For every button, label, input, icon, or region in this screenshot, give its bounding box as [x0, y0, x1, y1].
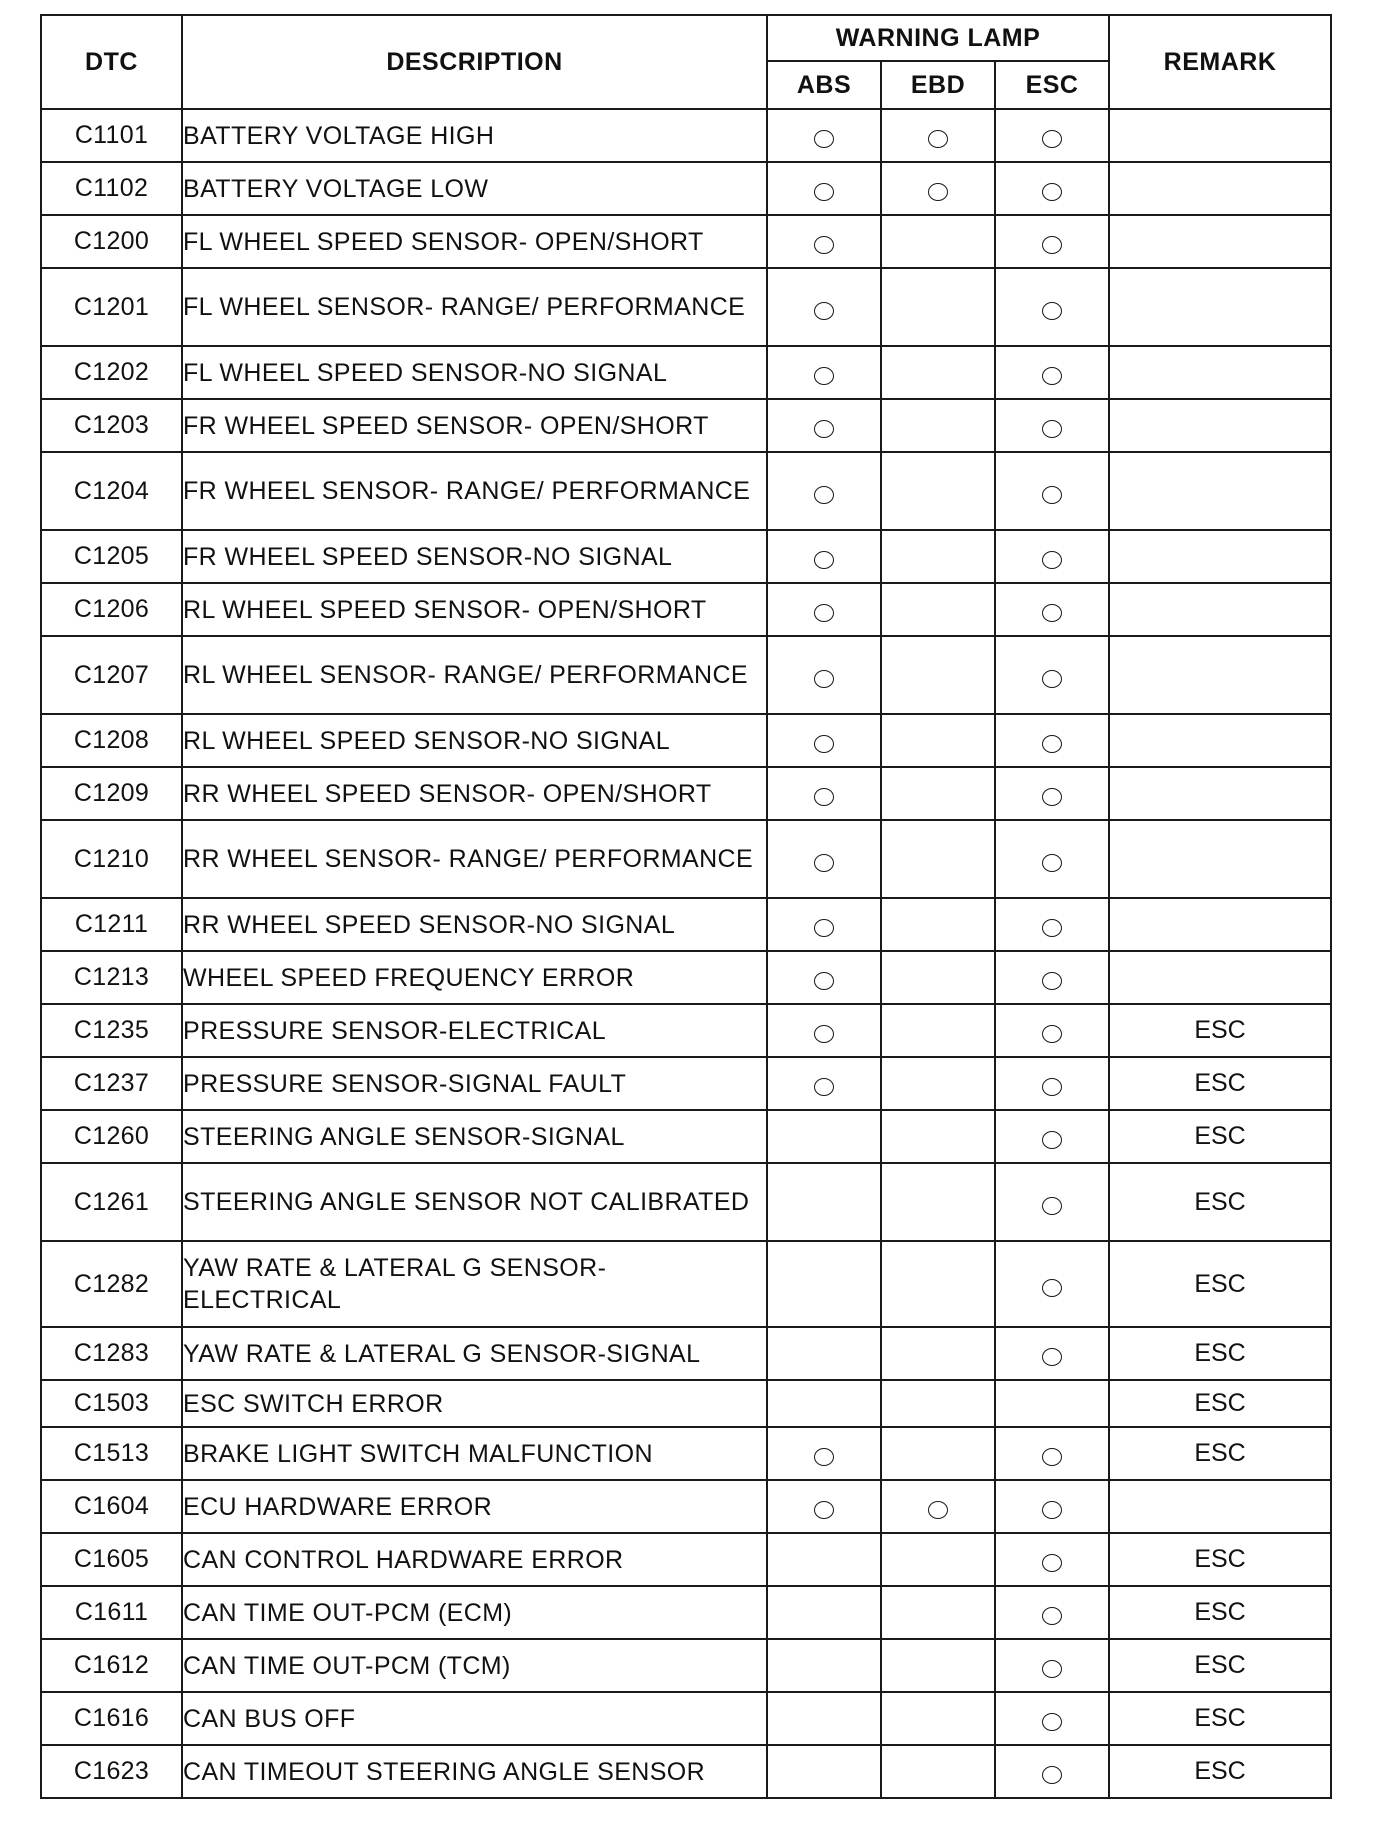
table-row: [41, 1110, 1331, 1163]
dtc-description: WHEEL SPEED FREQUENCY ERROR: [182, 951, 767, 1004]
remark-cell: [1109, 951, 1331, 1004]
dtc-code: C1205: [41, 530, 182, 583]
ebd-lamp-cell: [881, 1241, 995, 1327]
dtc-code: C1213: [41, 951, 182, 1004]
ebd-lamp-cell: [881, 1427, 995, 1480]
dtc-code: C1206: [41, 583, 182, 636]
remark-cell: ESC: [1109, 1110, 1331, 1163]
remark-cell: ESC: [1109, 1745, 1331, 1798]
table-row: [41, 452, 1331, 530]
abs-lamp-cell: [767, 346, 881, 399]
table-row: [41, 951, 1331, 1004]
esc-lamp-cell: [995, 636, 1109, 714]
ebd-lamp-cell: [881, 268, 995, 346]
abs-lamp-cell: [767, 1480, 881, 1533]
dtc-description: BATTERY VOLTAGE HIGH: [182, 109, 767, 162]
ebd-lamp-cell: [881, 1004, 995, 1057]
table-row: [41, 1480, 1331, 1533]
remark-cell: [1109, 162, 1331, 215]
table-row: [41, 109, 1331, 162]
header-abs: ABS: [767, 61, 881, 109]
remark-cell: ESC: [1109, 1241, 1331, 1327]
abs-lamp-cell: [767, 1427, 881, 1480]
table-row: [41, 1327, 1331, 1380]
ebd-lamp-cell: [881, 1480, 995, 1533]
dtc-description: CAN TIME OUT-PCM (TCM): [182, 1639, 767, 1692]
dtc-code: C1513: [41, 1427, 182, 1480]
table-row: [41, 1586, 1331, 1639]
dtc-description: RL WHEEL SENSOR- RANGE/ PERFORMANCE: [182, 636, 767, 714]
esc-lamp-cell: [995, 399, 1109, 452]
dtc-description: CAN TIMEOUT STEERING ANGLE SENSOR: [182, 1745, 767, 1798]
dtc-code: C1237: [41, 1057, 182, 1110]
lamp-on-icon: [1042, 1348, 1062, 1366]
ebd-lamp-cell: [881, 1639, 995, 1692]
ebd-lamp-cell: [881, 399, 995, 452]
lamp-on-icon: [814, 972, 834, 990]
remark-cell: [1109, 268, 1331, 346]
lamp-on-icon: [1042, 1607, 1062, 1625]
lamp-on-icon: [814, 604, 834, 622]
ebd-lamp-cell: [881, 583, 995, 636]
esc-lamp-cell: [995, 1639, 1109, 1692]
dtc-code: C1235: [41, 1004, 182, 1057]
remark-cell: ESC: [1109, 1380, 1331, 1427]
lamp-on-icon: [1042, 130, 1062, 148]
lamp-on-icon: [1042, 1279, 1062, 1297]
esc-lamp-cell: [995, 1110, 1109, 1163]
lamp-on-icon: [814, 367, 834, 385]
lamp-on-icon: [814, 420, 834, 438]
esc-lamp-cell: [995, 1004, 1109, 1057]
lamp-on-icon: [1042, 1131, 1062, 1149]
abs-lamp-cell: [767, 399, 881, 452]
table-row: [41, 898, 1331, 951]
dtc-description: FR WHEEL SENSOR- RANGE/ PERFORMANCE: [182, 452, 767, 530]
table-row: [41, 767, 1331, 820]
dtc-code: C1623: [41, 1745, 182, 1798]
remark-cell: [1109, 109, 1331, 162]
dtc-description: FR WHEEL SPEED SENSOR- OPEN/SHORT: [182, 399, 767, 452]
ebd-lamp-cell: [881, 1110, 995, 1163]
esc-lamp-cell: [995, 452, 1109, 530]
lamp-on-icon: [928, 183, 948, 201]
table-row: [41, 1427, 1331, 1480]
dtc-description: CAN TIME OUT-PCM (ECM): [182, 1586, 767, 1639]
abs-lamp-cell: [767, 268, 881, 346]
ebd-lamp-cell: [881, 1692, 995, 1745]
ebd-lamp-cell: [881, 898, 995, 951]
remark-cell: ESC: [1109, 1639, 1331, 1692]
lamp-on-icon: [814, 130, 834, 148]
dtc-description: RR WHEEL SENSOR- RANGE/ PERFORMANCE: [182, 820, 767, 898]
table-row: [41, 346, 1331, 399]
lamp-on-icon: [1042, 854, 1062, 872]
table-row: [41, 820, 1331, 898]
lamp-on-icon: [1042, 1448, 1062, 1466]
abs-lamp-cell: [767, 452, 881, 530]
esc-lamp-cell: [995, 767, 1109, 820]
abs-lamp-cell: [767, 636, 881, 714]
dtc-code: C1101: [41, 109, 182, 162]
dtc-code: C1612: [41, 1639, 182, 1692]
dtc-description: BRAKE LIGHT SWITCH MALFUNCTION: [182, 1427, 767, 1480]
remark-cell: [1109, 452, 1331, 530]
abs-lamp-cell: [767, 951, 881, 1004]
dtc-code: C1604: [41, 1480, 182, 1533]
dtc-description: FL WHEEL SENSOR- RANGE/ PERFORMANCE: [182, 268, 767, 346]
ebd-lamp-cell: [881, 109, 995, 162]
table-row: [41, 583, 1331, 636]
header-ebd: EBD: [881, 61, 995, 109]
table-row: [41, 215, 1331, 268]
dtc-code: C1200: [41, 215, 182, 268]
table-row: [41, 1163, 1331, 1241]
table-row: [41, 399, 1331, 452]
lamp-on-icon: [814, 670, 834, 688]
esc-lamp-cell: [995, 1241, 1109, 1327]
dtc-code: C1616: [41, 1692, 182, 1745]
abs-lamp-cell: [767, 1639, 881, 1692]
abs-lamp-cell: [767, 1327, 881, 1380]
dtc-description: YAW RATE & LATERAL G SENSOR-SIGNAL: [182, 1327, 767, 1380]
lamp-on-icon: [1042, 1766, 1062, 1784]
dtc-code: C1208: [41, 714, 182, 767]
lamp-on-icon: [1042, 1025, 1062, 1043]
ebd-lamp-cell: [881, 1745, 995, 1798]
lamp-on-icon: [814, 236, 834, 254]
table-row: [41, 636, 1331, 714]
lamp-on-icon: [1042, 1713, 1062, 1731]
abs-lamp-cell: [767, 820, 881, 898]
dtc-description: RL WHEEL SPEED SENSOR-NO SIGNAL: [182, 714, 767, 767]
table-row: [41, 1057, 1331, 1110]
dtc-description: FL WHEEL SPEED SENSOR-NO SIGNAL: [182, 346, 767, 399]
lamp-on-icon: [928, 130, 948, 148]
abs-lamp-cell: [767, 767, 881, 820]
dtc-code: C1611: [41, 1586, 182, 1639]
dtc-description: YAW RATE & LATERAL G SENSOR- ELECTRICAL: [182, 1241, 767, 1327]
table-row: [41, 1639, 1331, 1692]
dtc-description: CAN CONTROL HARDWARE ERROR: [182, 1533, 767, 1586]
dtc-description: RL WHEEL SPEED SENSOR- OPEN/SHORT: [182, 583, 767, 636]
esc-lamp-cell: [995, 583, 1109, 636]
remark-cell: [1109, 820, 1331, 898]
lamp-on-icon: [814, 735, 834, 753]
esc-lamp-cell: [995, 898, 1109, 951]
ebd-lamp-cell: [881, 1057, 995, 1110]
dtc-description: RR WHEEL SPEED SENSOR- OPEN/SHORT: [182, 767, 767, 820]
remark-cell: [1109, 215, 1331, 268]
lamp-on-icon: [814, 302, 834, 320]
ebd-lamp-cell: [881, 346, 995, 399]
header-esc: ESC: [995, 61, 1109, 109]
lamp-on-icon: [1042, 420, 1062, 438]
ebd-lamp-cell: [881, 636, 995, 714]
lamp-on-icon: [1042, 972, 1062, 990]
remark-cell: ESC: [1109, 1692, 1331, 1745]
table-row: [41, 268, 1331, 346]
lamp-on-icon: [1042, 919, 1062, 937]
ebd-lamp-cell: [881, 452, 995, 530]
dtc-code: C1202: [41, 346, 182, 399]
ebd-lamp-cell: [881, 162, 995, 215]
dtc-description: RR WHEEL SPEED SENSOR-NO SIGNAL: [182, 898, 767, 951]
lamp-on-icon: [1042, 183, 1062, 201]
remark-cell: [1109, 767, 1331, 820]
dtc-description: PRESSURE SENSOR-SIGNAL FAULT: [182, 1057, 767, 1110]
ebd-lamp-cell: [881, 714, 995, 767]
dtc-code: C1503: [41, 1380, 182, 1427]
esc-lamp-cell: [995, 1327, 1109, 1380]
dtc-code: C1261: [41, 1163, 182, 1241]
lamp-on-icon: [814, 551, 834, 569]
ebd-lamp-cell: [881, 215, 995, 268]
lamp-on-icon: [928, 1501, 948, 1519]
remark-cell: ESC: [1109, 1057, 1331, 1110]
esc-lamp-cell: [995, 109, 1109, 162]
lamp-on-icon: [814, 183, 834, 201]
lamp-on-icon: [1042, 367, 1062, 385]
ebd-lamp-cell: [881, 767, 995, 820]
dtc-code: C1207: [41, 636, 182, 714]
remark-cell: ESC: [1109, 1163, 1331, 1241]
lamp-on-icon: [1042, 236, 1062, 254]
esc-lamp-cell: [995, 1745, 1109, 1798]
lamp-on-icon: [1042, 302, 1062, 320]
remark-cell: [1109, 583, 1331, 636]
table-row: [41, 1745, 1331, 1798]
lamp-on-icon: [814, 1448, 834, 1466]
table-row: [41, 1533, 1331, 1586]
abs-lamp-cell: [767, 1057, 881, 1110]
abs-lamp-cell: [767, 898, 881, 951]
header-dtc: DTC: [41, 15, 182, 109]
lamp-on-icon: [814, 1025, 834, 1043]
abs-lamp-cell: [767, 215, 881, 268]
dtc-description: FL WHEEL SPEED SENSOR- OPEN/SHORT: [182, 215, 767, 268]
dtc-code: C1605: [41, 1533, 182, 1586]
esc-lamp-cell: [995, 714, 1109, 767]
esc-lamp-cell: [995, 1533, 1109, 1586]
lamp-on-icon: [814, 1078, 834, 1096]
abs-lamp-cell: [767, 1533, 881, 1586]
table-row: [41, 1241, 1331, 1327]
table-row: [41, 1004, 1331, 1057]
esc-lamp-cell: [995, 1427, 1109, 1480]
abs-lamp-cell: [767, 1692, 881, 1745]
lamp-on-icon: [814, 1501, 834, 1519]
remark-cell: [1109, 898, 1331, 951]
lamp-on-icon: [1042, 1197, 1062, 1215]
ebd-lamp-cell: [881, 1586, 995, 1639]
abs-lamp-cell: [767, 1586, 881, 1639]
lamp-on-icon: [1042, 1660, 1062, 1678]
dtc-code: C1201: [41, 268, 182, 346]
remark-cell: ESC: [1109, 1586, 1331, 1639]
ebd-lamp-cell: [881, 1327, 995, 1380]
remark-cell: [1109, 1480, 1331, 1533]
dtc-description: BATTERY VOLTAGE LOW: [182, 162, 767, 215]
esc-lamp-cell: [995, 1586, 1109, 1639]
table-body: [41, 109, 1331, 1798]
esc-lamp-cell: [995, 162, 1109, 215]
dtc-code: C1209: [41, 767, 182, 820]
table-row: [41, 1380, 1331, 1427]
abs-lamp-cell: [767, 583, 881, 636]
dtc-code: C1102: [41, 162, 182, 215]
ebd-lamp-cell: [881, 1533, 995, 1586]
esc-lamp-cell: [995, 1057, 1109, 1110]
esc-lamp-cell: [995, 530, 1109, 583]
ebd-lamp-cell: [881, 951, 995, 1004]
lamp-on-icon: [1042, 551, 1062, 569]
dtc-sheet: [40, 14, 1330, 1799]
dtc-code: C1210: [41, 820, 182, 898]
dtc-description: STEERING ANGLE SENSOR-SIGNAL: [182, 1110, 767, 1163]
table-row: [41, 530, 1331, 583]
dtc-description: STEERING ANGLE SENSOR NOT CALIBRATED: [182, 1163, 767, 1241]
lamp-on-icon: [814, 788, 834, 806]
ebd-lamp-cell: [881, 1163, 995, 1241]
abs-lamp-cell: [767, 1241, 881, 1327]
header-warning-lamp: WARNING LAMP: [767, 15, 1109, 61]
lamp-on-icon: [814, 919, 834, 937]
dtc-description: ESC SWITCH ERROR: [182, 1380, 767, 1427]
table-row: [41, 714, 1331, 767]
dtc-description: PRESSURE SENSOR-ELECTRICAL: [182, 1004, 767, 1057]
abs-lamp-cell: [767, 714, 881, 767]
lamp-on-icon: [1042, 486, 1062, 504]
remark-cell: [1109, 636, 1331, 714]
dtc-description: CAN BUS OFF: [182, 1692, 767, 1745]
abs-lamp-cell: [767, 530, 881, 583]
lamp-on-icon: [814, 854, 834, 872]
dtc-code: C1203: [41, 399, 182, 452]
lamp-on-icon: [1042, 1554, 1062, 1572]
esc-lamp-cell: [995, 820, 1109, 898]
remark-cell: [1109, 346, 1331, 399]
remark-cell: [1109, 530, 1331, 583]
remark-cell: [1109, 714, 1331, 767]
ebd-lamp-cell: [881, 1380, 995, 1427]
header-description: DESCRIPTION: [182, 15, 767, 109]
dtc-code: C1260: [41, 1110, 182, 1163]
dtc-description: FR WHEEL SPEED SENSOR-NO SIGNAL: [182, 530, 767, 583]
abs-lamp-cell: [767, 1110, 881, 1163]
remark-cell: ESC: [1109, 1004, 1331, 1057]
lamp-on-icon: [1042, 735, 1062, 753]
remark-cell: [1109, 399, 1331, 452]
esc-lamp-cell: [995, 1380, 1109, 1427]
lamp-on-icon: [1042, 788, 1062, 806]
dtc-code: C1282: [41, 1241, 182, 1327]
abs-lamp-cell: [767, 1163, 881, 1241]
esc-lamp-cell: [995, 951, 1109, 1004]
esc-lamp-cell: [995, 1480, 1109, 1533]
remark-cell: ESC: [1109, 1327, 1331, 1380]
lamp-on-icon: [1042, 1078, 1062, 1096]
remark-cell: ESC: [1109, 1533, 1331, 1586]
esc-lamp-cell: [995, 215, 1109, 268]
dtc-description: ECU HARDWARE ERROR: [182, 1480, 767, 1533]
table-row: [41, 162, 1331, 215]
dtc-code: C1211: [41, 898, 182, 951]
ebd-lamp-cell: [881, 820, 995, 898]
esc-lamp-cell: [995, 268, 1109, 346]
lamp-on-icon: [1042, 1501, 1062, 1519]
abs-lamp-cell: [767, 1745, 881, 1798]
abs-lamp-cell: [767, 162, 881, 215]
dtc-code: C1204: [41, 452, 182, 530]
dtc-table: [40, 14, 1332, 1799]
table-header: [41, 15, 1331, 109]
header-remark: REMARK: [1109, 15, 1331, 109]
esc-lamp-cell: [995, 346, 1109, 399]
ebd-lamp-cell: [881, 530, 995, 583]
dtc-code: C1283: [41, 1327, 182, 1380]
esc-lamp-cell: [995, 1692, 1109, 1745]
esc-lamp-cell: [995, 1163, 1109, 1241]
table-row: [41, 1692, 1331, 1745]
lamp-on-icon: [1042, 670, 1062, 688]
remark-cell: ESC: [1109, 1427, 1331, 1480]
lamp-on-icon: [1042, 604, 1062, 622]
lamp-on-icon: [814, 486, 834, 504]
abs-lamp-cell: [767, 1004, 881, 1057]
abs-lamp-cell: [767, 1380, 881, 1427]
abs-lamp-cell: [767, 109, 881, 162]
